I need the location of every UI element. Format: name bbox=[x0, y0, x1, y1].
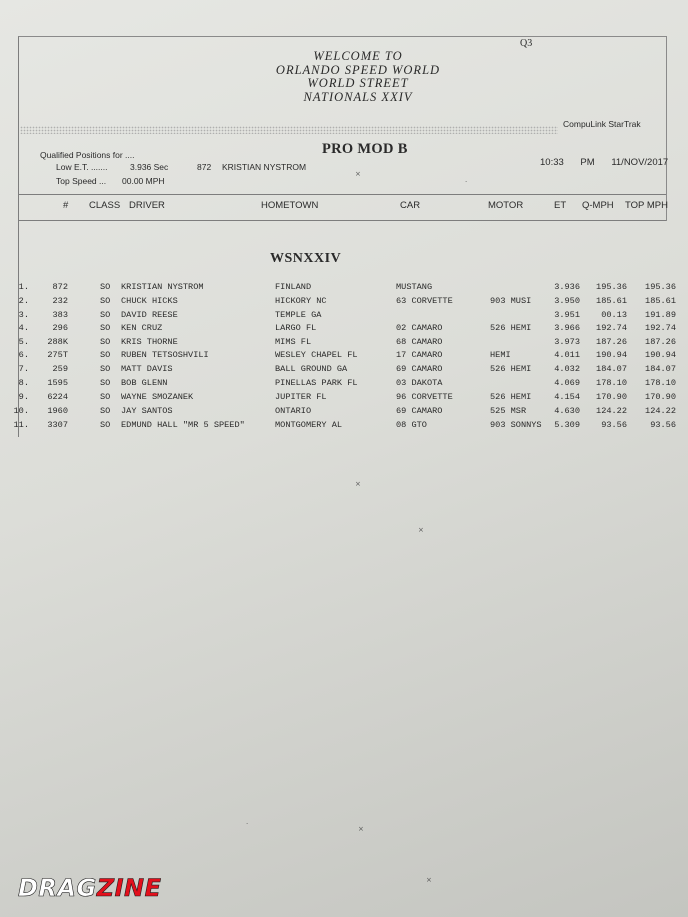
col-header-driver: DRIVER bbox=[129, 200, 165, 211]
cell-top: 192.74 bbox=[645, 323, 676, 333]
cell-car: MUSTANG bbox=[396, 282, 433, 292]
table-row bbox=[0, 392, 688, 406]
cell-pos: 10. bbox=[13, 406, 29, 416]
cell-hometown: PINELLAS PARK FL bbox=[275, 378, 358, 388]
cell-num: 232 bbox=[52, 296, 68, 306]
cell-pos: 2. bbox=[18, 296, 29, 306]
cell-hometown: MIMS FL bbox=[275, 337, 312, 347]
logo-part: ZINE bbox=[96, 874, 162, 902]
cell-q: 185.61 bbox=[596, 296, 627, 306]
table-row bbox=[0, 296, 688, 310]
cell-driver: DAVID REESE bbox=[121, 310, 178, 320]
cell-cls: SO bbox=[100, 323, 111, 333]
cell-pos: 11. bbox=[13, 420, 29, 430]
cell-car: 08 GTO bbox=[396, 420, 427, 430]
low-et-driver: KRISTIAN NYSTROM bbox=[222, 162, 307, 172]
cell-top: 191.89 bbox=[645, 310, 676, 320]
table-row bbox=[0, 323, 688, 337]
table-row bbox=[0, 378, 688, 392]
col-header-motor: MOTOR bbox=[488, 200, 524, 211]
top-speed-label: Top Speed ... bbox=[56, 176, 107, 186]
cell-num: 296 bbox=[52, 323, 68, 333]
cell-q: 00.13 bbox=[601, 310, 627, 320]
round-code: Q3 bbox=[520, 38, 533, 49]
dragzine-logo bbox=[18, 874, 162, 902]
cell-top: 190.94 bbox=[645, 350, 676, 360]
cell-cls: SO bbox=[100, 337, 111, 347]
cell-num: 6224 bbox=[47, 392, 68, 402]
cell-et: 4.011 bbox=[554, 350, 580, 360]
cell-top: 93.56 bbox=[650, 420, 676, 430]
cell-top: 185.61 bbox=[645, 296, 676, 306]
cell-pos: 9. bbox=[18, 392, 29, 402]
cell-cls: SO bbox=[100, 420, 111, 430]
logo-part: DRAG bbox=[18, 874, 97, 902]
cell-et: 3.951 bbox=[554, 310, 580, 320]
cell-pos: 5. bbox=[18, 337, 29, 347]
cell-cls: SO bbox=[100, 296, 111, 306]
cell-hometown: LARGO FL bbox=[275, 323, 317, 333]
low-et-car: 872 bbox=[197, 162, 212, 172]
cell-motor: 903 SONNYS bbox=[490, 420, 542, 430]
low-et-label: Low E.T. ....... bbox=[56, 162, 108, 172]
title-line: ORLANDO SPEED WORLD bbox=[275, 62, 441, 77]
cell-q: 195.36 bbox=[596, 282, 627, 292]
cell-cls: SO bbox=[100, 282, 111, 292]
cell-num: 3307 bbox=[47, 420, 68, 430]
qualified-label: Qualified Positions for .... bbox=[40, 150, 135, 160]
cell-et: 5.309 bbox=[554, 420, 580, 430]
col-header-qmph: Q-MPH bbox=[582, 200, 614, 211]
cell-top: 124.22 bbox=[645, 406, 676, 416]
cell-pos: 8. bbox=[18, 378, 29, 388]
cell-hometown: MONTGOMERY AL bbox=[275, 420, 343, 430]
cell-car: 03 DAKOTA bbox=[396, 378, 443, 388]
cell-pos: 3. bbox=[18, 310, 29, 320]
cell-hometown: TEMPLE GA bbox=[275, 310, 322, 320]
cell-q: 190.94 bbox=[596, 350, 627, 360]
cell-q: 178.10 bbox=[596, 378, 627, 388]
print-mark: × bbox=[418, 526, 424, 534]
print-mark: × bbox=[355, 170, 361, 178]
cell-driver: MATT DAVIS bbox=[121, 364, 173, 374]
cell-car: 69 CAMARO bbox=[396, 406, 443, 416]
table-row bbox=[0, 420, 688, 434]
cell-et: 3.936 bbox=[554, 282, 580, 292]
cell-et: 4.154 bbox=[554, 392, 580, 402]
col-header-hometown: HOMETOWN bbox=[261, 200, 319, 211]
report-date: 11/NOV/2017 bbox=[611, 157, 669, 168]
cell-et: 3.973 bbox=[554, 337, 580, 347]
cell-num: 288K bbox=[47, 337, 68, 347]
cell-hometown: FINLAND bbox=[275, 282, 312, 292]
cell-driver: BOB GLENN bbox=[121, 378, 168, 388]
cell-q: 170.90 bbox=[596, 392, 627, 402]
cell-num: 383 bbox=[52, 310, 68, 320]
cell-cls: SO bbox=[100, 310, 111, 320]
cell-driver: RUBEN TETSOSHVILI bbox=[121, 350, 209, 360]
cell-top: 184.07 bbox=[645, 364, 676, 374]
cell-cls: SO bbox=[100, 364, 111, 374]
print-mark: · bbox=[465, 178, 468, 186]
cell-num: 872 bbox=[52, 282, 68, 292]
col-header-class: CLASS bbox=[89, 200, 121, 211]
cell-cls: SO bbox=[100, 350, 111, 360]
cell-car: 68 CAMARO bbox=[396, 337, 443, 347]
cell-et: 4.032 bbox=[554, 364, 580, 374]
report-timestamp bbox=[540, 157, 668, 168]
cell-pos: 7. bbox=[18, 364, 29, 374]
top-speed-value: 00.00 MPH bbox=[122, 176, 165, 186]
cell-car: 63 CORVETTE bbox=[396, 296, 453, 306]
cell-car: 96 CORVETTE bbox=[396, 392, 453, 402]
cell-num: 259 bbox=[52, 364, 68, 374]
cell-q: 124.22 bbox=[596, 406, 627, 416]
cell-hometown: WESLEY CHAPEL FL bbox=[275, 350, 358, 360]
cell-driver: KRIS THORNE bbox=[121, 337, 178, 347]
table-row bbox=[0, 337, 688, 351]
header-rule-bottom bbox=[18, 220, 666, 221]
col-header-et: ET bbox=[554, 200, 567, 211]
cell-et: 3.950 bbox=[554, 296, 580, 306]
col-header-topmph: TOP MPH bbox=[625, 200, 668, 211]
cell-top: 178.10 bbox=[645, 378, 676, 388]
cell-et: 3.966 bbox=[554, 323, 580, 333]
cell-et: 4.630 bbox=[554, 406, 580, 416]
cell-driver: KEN CRUZ bbox=[121, 323, 163, 333]
cell-q: 187.26 bbox=[596, 337, 627, 347]
title-line: WELCOME TO bbox=[313, 49, 403, 63]
table-row bbox=[0, 364, 688, 378]
table-row bbox=[0, 406, 688, 420]
cell-et: 4.069 bbox=[554, 378, 580, 388]
col-header-num: # bbox=[63, 200, 69, 211]
title-line: WORLD STREET bbox=[307, 76, 409, 90]
cell-q: 184.07 bbox=[596, 364, 627, 374]
event-subtitle: WSNXXIV bbox=[270, 251, 342, 266]
cell-pos: 6. bbox=[18, 350, 29, 360]
timing-system-label: CompuLink StarTrak bbox=[563, 119, 641, 129]
cell-motor: 526 HEMI bbox=[490, 323, 532, 333]
cell-q: 93.56 bbox=[601, 420, 627, 430]
cell-driver: JAY SANTOS bbox=[121, 406, 173, 416]
print-mark: × bbox=[426, 876, 432, 884]
dotted-separator bbox=[20, 126, 558, 134]
cell-q: 192.74 bbox=[596, 323, 627, 333]
cell-num: 275T bbox=[47, 350, 68, 360]
cell-top: 187.26 bbox=[645, 337, 676, 347]
cell-cls: SO bbox=[100, 392, 111, 402]
cell-car: 69 CAMARO bbox=[396, 364, 443, 374]
cell-num: 1595 bbox=[47, 378, 68, 388]
report-time: 10:33 PM bbox=[540, 157, 595, 168]
cell-driver: WAYNE SMOZANEK bbox=[121, 392, 194, 402]
cell-pos: 4. bbox=[18, 323, 29, 333]
cell-top: 195.36 bbox=[645, 282, 676, 292]
header-rule-top bbox=[18, 194, 666, 195]
cell-car: 02 CAMARO bbox=[396, 323, 443, 333]
cell-hometown: HICKORY NC bbox=[275, 296, 327, 306]
table-row bbox=[0, 310, 688, 324]
cell-motor: 526 HEMI bbox=[490, 364, 532, 374]
print-mark: · bbox=[246, 820, 249, 828]
cell-hometown: BALL GROUND GA bbox=[275, 364, 348, 374]
cell-motor: 903 MUSI bbox=[490, 296, 532, 306]
class-title: PRO MOD B bbox=[322, 141, 408, 157]
cell-driver: CHUCK HICKS bbox=[121, 296, 178, 306]
sheet-frame-right-edge bbox=[666, 36, 667, 221]
col-header-car: CAR bbox=[400, 200, 421, 211]
cell-hometown: ONTARIO bbox=[275, 406, 312, 416]
table-row bbox=[0, 282, 688, 296]
cell-driver: KRISTIAN NYSTROM bbox=[121, 282, 204, 292]
cell-pos: 1. bbox=[18, 282, 29, 292]
print-mark: × bbox=[358, 825, 364, 833]
cell-top: 170.90 bbox=[645, 392, 676, 402]
cell-driver: EDMUND HALL "MR 5 SPEED" bbox=[121, 420, 245, 430]
cell-cls: SO bbox=[100, 378, 111, 388]
cell-hometown: JUPITER FL bbox=[275, 392, 327, 402]
cell-motor: 525 MSR bbox=[490, 406, 527, 416]
cell-motor: 526 HEMI bbox=[490, 392, 532, 402]
track-welcome-title bbox=[230, 50, 486, 104]
table-row bbox=[0, 350, 688, 364]
cell-car: 17 CAMARO bbox=[396, 350, 443, 360]
low-et-value: 3.936 Sec bbox=[130, 162, 169, 172]
title-line: NATIONALS XXIV bbox=[303, 89, 413, 104]
cell-num: 1960 bbox=[47, 406, 68, 416]
cell-motor: HEMI bbox=[490, 350, 511, 360]
cell-cls: SO bbox=[100, 406, 111, 416]
print-mark: × bbox=[355, 480, 361, 488]
